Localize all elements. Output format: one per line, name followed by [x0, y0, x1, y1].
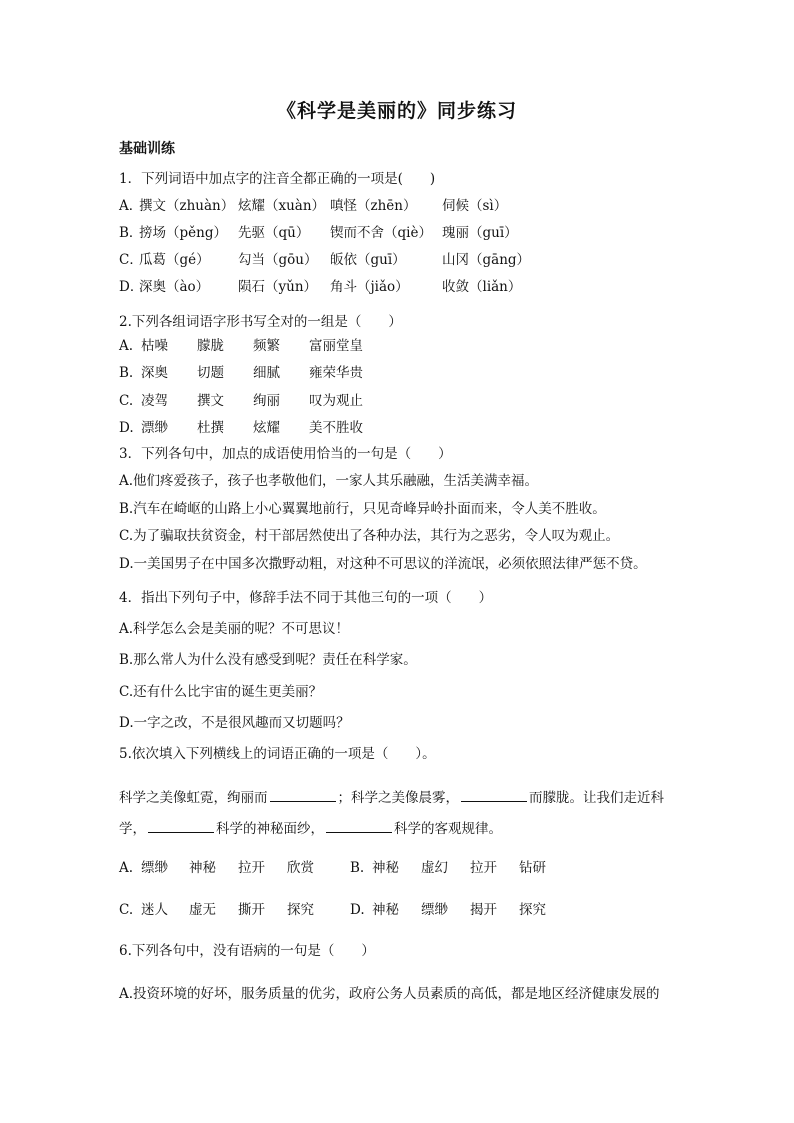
option-word: 伺候（sì） — [442, 198, 508, 214]
option-word: 钻研 — [519, 860, 546, 876]
option-word: 勾当（gōu） — [238, 252, 318, 268]
option-word: 揭开 — [470, 902, 497, 918]
option-word: 撕开 — [238, 902, 265, 918]
passage-text: 科学之美像虹霓，绚丽而 — [119, 790, 268, 806]
answer-blank-1 — [270, 787, 336, 802]
option-label: A. — [119, 860, 134, 876]
option-word: 深奥（ào） — [139, 279, 210, 295]
option-word: 瑰丽（guī） — [442, 225, 518, 241]
option-word: 缥缈 — [421, 902, 448, 918]
section-heading-basic: 基础训练 — [119, 141, 175, 157]
passage-text: 学， — [119, 821, 146, 837]
option-word: 炫耀（xuàn） — [238, 198, 326, 214]
option-word: 皈依（guī） — [330, 252, 406, 268]
option-word: 叹为观止 — [309, 393, 363, 409]
option-label: A． — [119, 198, 143, 214]
q4-option-b: B.那么常人为什么没有感受到呢？责任在科学家。 — [119, 652, 417, 668]
option-word: 迷人 — [141, 902, 168, 918]
option-word: 探究 — [519, 902, 546, 918]
answer-blank-4 — [326, 818, 392, 833]
q5-passage-line-1 — [119, 787, 664, 807]
q5-stem: 5.依次填入下列横线上的词语正确的一项是（ ）。 — [119, 746, 436, 762]
q1-stem: 1．下列词语中加点字的注音全都正确的一项是( ) — [119, 171, 436, 187]
option-label: B. — [119, 365, 134, 381]
option-word: 虚无 — [189, 902, 216, 918]
q3-option-c: C.为了骗取扶贫资金，村干部居然使出了各种办法，其行为之恶劣，令人叹为观止。 — [119, 528, 620, 544]
option-word: 细腻 — [253, 365, 280, 381]
q4-option-d: D.一字之改，不是很风趣而又切题吗？ — [119, 715, 350, 731]
option-word: 富丽堂皇 — [309, 338, 363, 354]
option-word: 撰文（zhuàn） — [139, 198, 235, 214]
option-word: 虚幻 — [421, 860, 448, 876]
option-word: 收敛（liǎn） — [442, 279, 522, 295]
option-word: 拉开 — [470, 860, 497, 876]
answer-blank-2 — [461, 787, 527, 802]
passage-text: 而朦胧。让我们走近科 — [529, 790, 664, 806]
q6-option-a: A.投资环境的好坏，服务质量的优劣，政府公务人员素质的高低，都是地区经济健康发展的 — [119, 986, 660, 1002]
option-word: 搒场（pěng） — [139, 225, 227, 241]
option-word: 撰文 — [197, 393, 224, 409]
option-word: 角斗（jiǎo） — [330, 279, 409, 295]
option-label: A. — [119, 338, 134, 354]
option-word: 炫耀 — [253, 420, 280, 436]
q5-passage-line-2 — [119, 818, 502, 838]
option-word: 漂缈 — [141, 420, 168, 436]
option-word: 绚丽 — [253, 393, 280, 409]
option-word: 锲而不舍（qiè） — [330, 225, 432, 241]
option-word: 切题 — [197, 365, 224, 381]
option-label: B． — [119, 225, 143, 241]
option-word: 雍荣华贵 — [309, 365, 363, 381]
option-label: C. — [119, 393, 134, 409]
passage-text: ；科学之美像晨雾， — [337, 790, 459, 806]
option-word: 神秘 — [372, 902, 399, 918]
answer-blank-3 — [148, 818, 214, 833]
option-word: 陨石（yǔn） — [238, 279, 318, 295]
passage-text: 科学的神秘面纱， — [216, 821, 324, 837]
option-word: 嗔怪（zhēn） — [330, 198, 417, 214]
option-label: D. — [119, 420, 134, 436]
option-word: 探究 — [287, 902, 314, 918]
option-word: 枯噪 — [141, 338, 168, 354]
option-word: 瓜葛（gé） — [139, 252, 210, 268]
option-word: 频繁 — [253, 338, 280, 354]
passage-text: 科学的客观规律。 — [394, 821, 502, 837]
option-word: 美不胜收 — [309, 420, 363, 436]
q3-option-b: B.汽车在崎岖的山路上小心翼翼地前行，只见奇峰异岭扑面而来，令人美不胜收。 — [119, 501, 606, 517]
option-word: 神秘 — [189, 860, 216, 876]
option-word: 山冈（gāng） — [442, 252, 531, 268]
option-label: B. — [350, 860, 365, 876]
q3-option-d: D.一美国男子在中国多次撒野动粗，对这种不可思议的洋流氓，必须依照法律严惩不贷。 — [119, 556, 647, 572]
page-title: 《科学是美丽的》同步练习 — [276, 100, 517, 122]
option-word: 朦胧 — [197, 338, 224, 354]
q4-option-a: A.科学怎么会是美丽的呢？不可思议！ — [119, 621, 350, 637]
option-label: D. — [350, 902, 365, 918]
option-word: 深奥 — [141, 365, 168, 381]
option-word: 先驱（qū） — [238, 225, 310, 241]
q2-stem: 2.下列各组词语字形书写全对的一组是（ ） — [119, 314, 402, 330]
option-word: 杜撰 — [197, 420, 224, 436]
option-word: 缥缈 — [141, 860, 168, 876]
option-word: 凌驾 — [141, 393, 168, 409]
option-label: D． — [119, 279, 144, 295]
option-word: 欣赏 — [287, 860, 314, 876]
q4-option-c: C.还有什么比宇宙的诞生更美丽？ — [119, 684, 323, 700]
option-word: 拉开 — [238, 860, 265, 876]
q4-stem: 4．指出下列句子中，修辞手法不同于其他三句的一项（ ） — [119, 590, 493, 606]
option-label: C. — [119, 902, 134, 918]
option-label: C． — [119, 252, 143, 268]
q3-option-a: A.他们疼爱孩子，孩子也孝敬他们，一家人其乐融融，生活美满幸福。 — [119, 473, 539, 489]
q6-stem: 6.下列各句中，没有语病的一句是（ ） — [119, 943, 375, 959]
q3-stem: 3．下列各句中，加点的成语使用恰当的一句是（ ） — [119, 446, 452, 462]
option-word: 神秘 — [372, 860, 399, 876]
